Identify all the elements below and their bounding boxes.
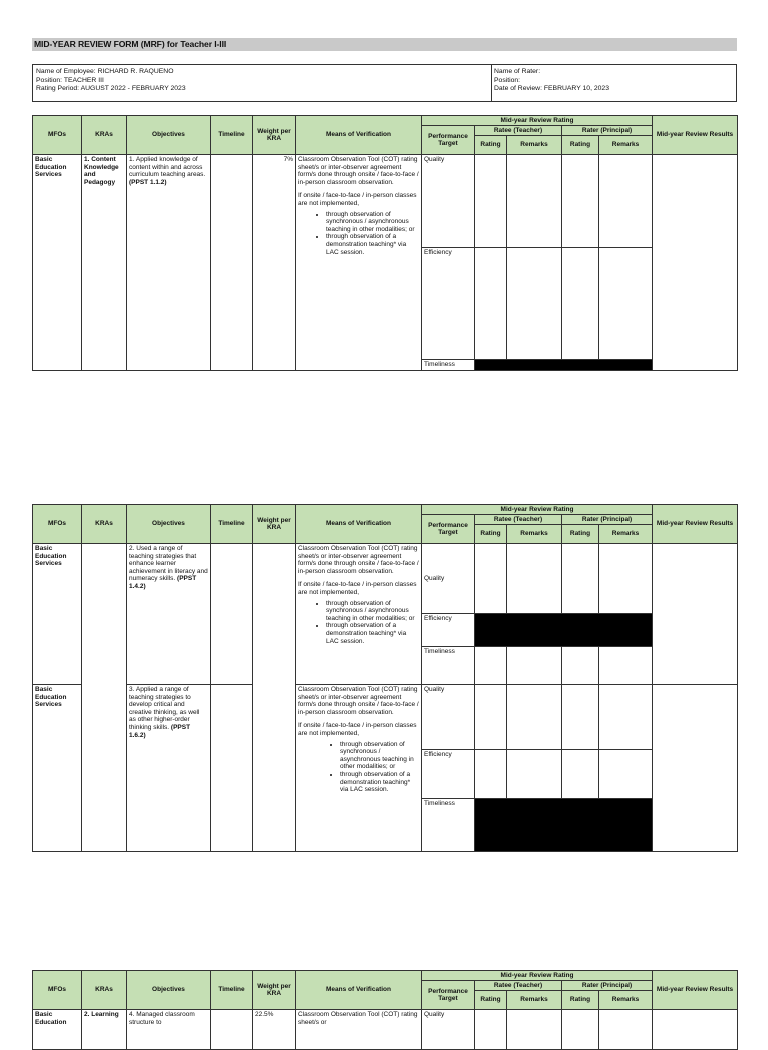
header-ratee: Ratee (Teacher) (475, 981, 562, 991)
rater-remarks-cell[interactable] (599, 1010, 653, 1050)
header-remarks-rater: Remarks (599, 525, 653, 544)
blacked-out-cell (475, 360, 653, 371)
target-quality: Quality (422, 1010, 475, 1050)
ppst-code: (PPST 1.1.2) (129, 178, 167, 186)
mov-cell: Classroom Observation Tool (COT) rating sheet/s or (296, 1010, 422, 1050)
header-ratin: Rating (475, 136, 507, 155)
ratee-remarks-cell[interactable] (507, 155, 562, 248)
target-efficiency: Efficiency (422, 614, 475, 647)
header-ratin: Rating (475, 525, 507, 544)
rating-period: Rating Period: AUGUST 2022 - FEBRUARY 2023 (36, 85, 186, 93)
mov-paragraph-2: If onsite / face-to-face / in-person classes are not implemented, (298, 722, 417, 737)
employee-position: Position: TEACHER III (36, 76, 104, 84)
timeline-cell (211, 544, 253, 685)
mov-cell (296, 155, 422, 371)
rater-remarks-cell[interactable] (599, 248, 653, 360)
ratee-rating-cell[interactable] (475, 1010, 507, 1050)
objective-cell: 4. Managed classroom structure to (127, 1010, 211, 1050)
rater-rating-cell[interactable] (562, 1010, 599, 1050)
timeline-cell (211, 685, 253, 852)
results-cell[interactable] (653, 544, 738, 685)
objective-text: 2. Used a range of teaching strategies that enhance learner achievement in literacy and numeracy skills. (129, 545, 208, 583)
ratee-remarks-cell[interactable] (507, 1010, 562, 1050)
target-quality: Quality (422, 685, 475, 750)
header-results: Mid-year Review Results (653, 971, 738, 1010)
mov-bullets (298, 600, 419, 646)
header-remarks-ratee: Remarks (507, 136, 562, 155)
header-mid-rating: Mid-year Review Rating (422, 505, 653, 515)
header-mfos: MFOs (33, 505, 82, 544)
header-weight: Weight per KRA (253, 505, 296, 544)
results-cell[interactable] (653, 685, 738, 852)
header-remarks-ratee: Remarks (507, 991, 562, 1010)
rater-remarks-cell[interactable] (599, 544, 653, 614)
target-timeliness: Timeliness (422, 360, 475, 371)
rater-name: Name of Rater: (494, 68, 541, 75)
ratee-remarks-cell[interactable] (507, 750, 562, 799)
header-results: Mid-year Review Results (653, 116, 738, 155)
timeline-cell (211, 1010, 253, 1050)
header-mid-rating: Mid-year Review Rating (422, 971, 653, 981)
mov-bullet: • through observation of a demonstration teaching* via LAC session. (326, 233, 419, 256)
header-rating-rater: Rating (562, 136, 599, 155)
header-kras: KRAs (82, 116, 127, 155)
objective-cell (127, 544, 211, 685)
mfo-cell: Basic Education Services (33, 544, 82, 685)
header-mid-rating: Mid-year Review Rating (422, 116, 653, 126)
mfo-cell: Basic Education Services (33, 685, 82, 852)
header-remarks-rater: Remarks (599, 991, 653, 1010)
review-table-1 (32, 115, 738, 371)
review-table-3 (32, 970, 738, 1050)
mfo-cell: Basic Education Services (33, 155, 82, 371)
header-mov: Means of Verification (296, 116, 422, 155)
mov-bullet: • through observation of synchronous / asynchronous teaching in other modalities; or (326, 211, 419, 234)
header-timeline: Timeline (211, 505, 253, 544)
target-quality: Quality (422, 155, 475, 248)
header-timeline: Timeline (211, 971, 253, 1010)
rater-remarks-cell[interactable] (599, 647, 653, 685)
rater-rating-cell[interactable] (562, 685, 599, 750)
ratee-rating-cell[interactable] (475, 155, 507, 248)
mfo-cell: Basic Education (33, 1010, 82, 1050)
header-rater: Rater (Principal) (562, 981, 653, 991)
target-quality: Quality (422, 544, 475, 614)
employee-name: Name of Employee: RICHARD R. RAQUENO (36, 68, 174, 75)
weight-cell: 22.5% (253, 1010, 296, 1050)
employee-info-box (32, 64, 737, 102)
header-rater: Rater (Principal) (562, 126, 653, 136)
ratee-rating-cell[interactable] (475, 248, 507, 360)
ratee-rating-cell[interactable] (475, 685, 507, 750)
results-cell[interactable] (653, 155, 738, 371)
blacked-out-cell (475, 799, 653, 852)
weight-cell: 7% (253, 155, 296, 371)
kra-cell: 2. Learning (82, 1010, 127, 1050)
target-efficiency: Efficiency (422, 248, 475, 360)
header-perf-target: Performance Target (422, 126, 475, 155)
review-table-2 (32, 504, 738, 852)
ratee-remarks-cell[interactable] (507, 685, 562, 750)
rater-remarks-cell[interactable] (599, 685, 653, 750)
review-date: Date of Review: FEBRUARY 10, 2023 (494, 85, 609, 93)
employee-info-left (36, 68, 186, 94)
results-cell[interactable] (653, 1010, 738, 1050)
mov-paragraph-1: Classroom Observation Tool (COT) rating sheet/s or inter-observer agreement form/s done through onsite / face-to-face / in-person classroom observation. (298, 686, 419, 716)
mov-bullet: • through observation of a demonstration teaching* via LAC session. (340, 771, 419, 794)
ratee-rating-cell[interactable] (475, 750, 507, 799)
rater-rating-cell[interactable] (562, 544, 599, 614)
mov-bullet: • through observation of a demonstration teaching* via LAC session. (326, 622, 419, 645)
rater-info-right (491, 65, 609, 102)
ratee-remarks-cell[interactable] (507, 647, 562, 685)
header-objectives: Objectives (127, 971, 211, 1010)
header-mfos: MFOs (33, 971, 82, 1010)
header-remarks-ratee: Remarks (507, 525, 562, 544)
header-perf-target: Performance Target (422, 515, 475, 544)
mov-bullet: • through observation of synchronous / asynchronous teaching in other modalities; or (326, 600, 419, 623)
mov-cell (296, 685, 422, 852)
ppst-code: (PPST 1.6.2) (129, 723, 191, 739)
blacked-out-cell (475, 614, 653, 647)
ratee-remarks-cell[interactable] (507, 248, 562, 360)
rater-position: Position: (494, 76, 521, 84)
kra-cell: 1. Content Knowledge and Pedagogy (82, 155, 127, 371)
header-mfos: MFOs (33, 116, 82, 155)
header-mov: Means of Verification (296, 505, 422, 544)
ratee-remarks-cell[interactable] (507, 544, 562, 614)
ratee-rating-cell[interactable] (475, 544, 507, 614)
target-timeliness: Timeliness (422, 647, 475, 685)
mov-paragraph-1: Classroom Observation Tool (COT) rating sheet/s or inter-observer agreement form/s done through onsite / face-to-face / in-person classroom observation. (298, 156, 419, 186)
ppst-code: (PPST 1.4.2) (129, 575, 197, 590)
mov-paragraph-2: If onsite / face-to-face / in-person classes are not implemented, (298, 581, 417, 596)
rater-rating-cell[interactable] (562, 155, 599, 248)
header-weight: Weight per KRA (253, 116, 296, 155)
target-timeliness: Timeliness (422, 799, 475, 852)
rater-rating-cell[interactable] (562, 248, 599, 360)
rater-remarks-cell[interactable] (599, 750, 653, 799)
rater-remarks-cell[interactable] (599, 155, 653, 248)
header-objectives: Objectives (127, 116, 211, 155)
header-ratee: Ratee (Teacher) (475, 126, 562, 136)
objective-text: 3. Applied a range of teaching strategies to develop critical and creative thinking, as well as other higher-order thinking skills. (129, 686, 200, 731)
rater-rating-cell[interactable] (562, 750, 599, 799)
header-ratee: Ratee (Teacher) (475, 515, 562, 525)
header-results: Mid-year Review Results (653, 505, 738, 544)
form-title: MID-YEAR REVIEW FORM (MRF) for Teacher I-III (34, 39, 227, 49)
header-remarks-rater: Remarks (599, 136, 653, 155)
mov-paragraph-2: If onsite / face-to-face / in-person classes are not implemented, (298, 192, 417, 207)
objective-cell (127, 155, 211, 371)
ratee-rating-cell[interactable] (475, 647, 507, 685)
form-title-bar (32, 38, 737, 51)
mov-paragraph-1: Classroom Observation Tool (COT) rating sheet/s or inter-observer agreement form/s done through onsite / face-to-face / in-person classroom observation. (298, 545, 419, 575)
header-weight: Weight per KRA (253, 971, 296, 1010)
header-ratin: Rating (475, 991, 507, 1010)
header-mov: Means of Verification (296, 971, 422, 1010)
header-kras: KRAs (82, 971, 127, 1010)
mov-bullets (298, 741, 419, 794)
weight-cell (253, 544, 296, 852)
header-perf-target: Performance Target (422, 981, 475, 1010)
header-timeline: Timeline (211, 116, 253, 155)
kra-cell (82, 544, 127, 852)
mov-bullet: • through observation of synchronous / asynchronous teaching in other modalities; or (340, 741, 419, 771)
header-rater: Rater (Principal) (562, 515, 653, 525)
target-efficiency: Efficiency (422, 750, 475, 799)
objective-cell (127, 685, 211, 852)
objective-text: 1. Applied knowledge of content within and across curriculum teaching areas. (129, 156, 206, 179)
mov-cell (296, 544, 422, 685)
mov-bullets (298, 211, 419, 257)
rater-rating-cell[interactable] (562, 647, 599, 685)
timeline-cell (211, 155, 253, 371)
header-objectives: Objectives (127, 505, 211, 544)
header-rating-rater: Rating (562, 991, 599, 1010)
header-rating-rater: Rating (562, 525, 599, 544)
header-kras: KRAs (82, 505, 127, 544)
